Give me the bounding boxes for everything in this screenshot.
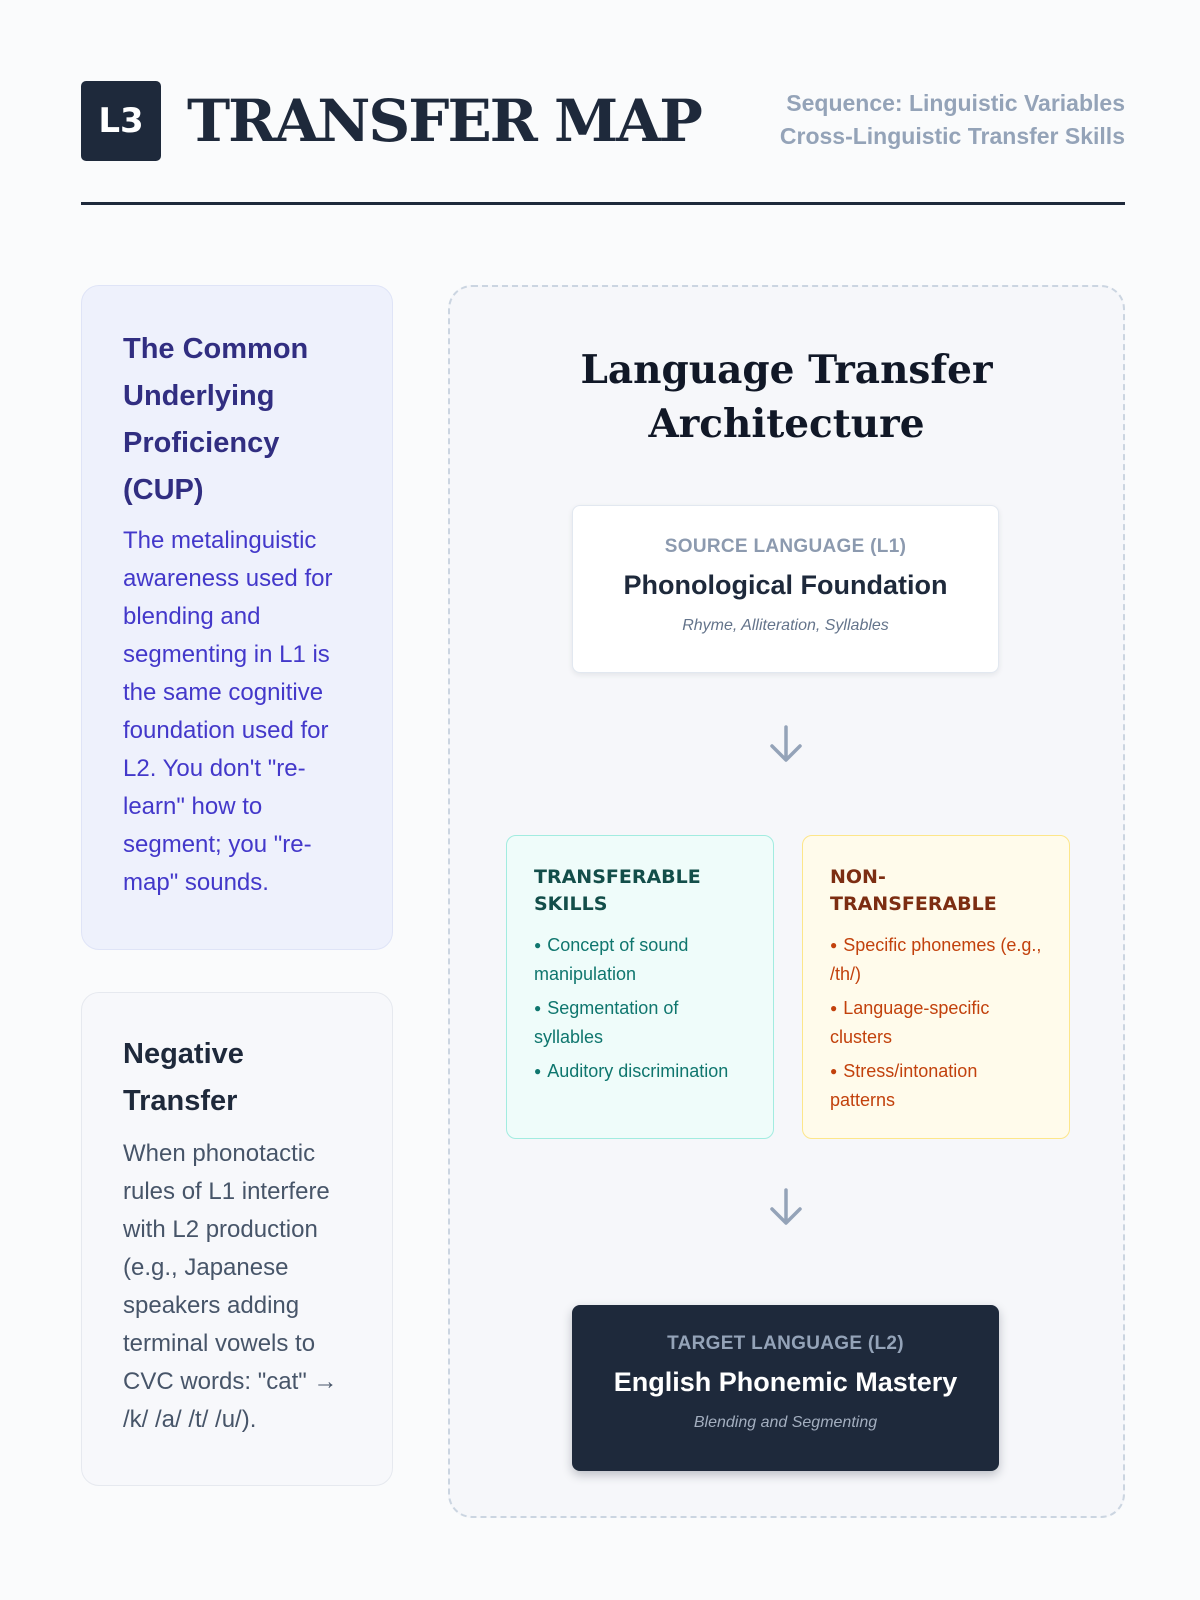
source-note: Rhyme, Alliteration, Syllables <box>682 617 889 634</box>
page-header <box>81 81 1125 205</box>
cup-title: The Common Underlying Proficiency (CUP) <box>123 333 309 506</box>
list-item: ● Specific phonemes (e.g., /th/) <box>830 935 1042 984</box>
target-heading: English Phonemic Mastery <box>613 1367 958 1397</box>
non-transferable-box <box>802 835 1070 1139</box>
source-heading: Phonological Foundation <box>623 570 948 600</box>
target-label: TARGET LANGUAGE (L2) <box>667 1333 904 1354</box>
bullet-dot-icon: ● <box>534 1064 542 1078</box>
target-language-box <box>572 1305 999 1471</box>
list-item: ● Stress/intonation patterns <box>830 1061 978 1110</box>
transferable-list <box>534 931 749 1086</box>
arrow-down-icon <box>763 1184 809 1230</box>
level-badge: L3 <box>81 81 161 161</box>
transferable-title: TRANSFERABLE SKILLS <box>534 866 701 915</box>
bullet-dot-icon: ● <box>534 938 542 952</box>
list-item: ● Concept of sound manipulation <box>534 935 689 984</box>
bullet-dot-icon: ● <box>830 1001 838 1015</box>
non-transferable-list <box>830 931 1045 1115</box>
source-label: SOURCE LANGUAGE (L1) <box>664 536 907 557</box>
arrow-down-icon <box>763 721 809 767</box>
negative-transfer-card <box>81 992 393 1486</box>
negative-transfer-title: Negative Transfer <box>123 1038 244 1117</box>
page-title: TRANSFER MAP <box>187 87 701 155</box>
target-note: Blending and Segmenting <box>693 1414 878 1431</box>
cup-description: The metalinguistic awareness used for blending and segmenting in L1 is the same cognitive foundation used for L2. You don't "re-learn" how to segment; you "re-map" sounds. <box>123 527 333 896</box>
page-subtitle <box>780 87 1125 153</box>
non-transferable-title: NON-TRANSFERABLE <box>830 866 997 915</box>
bullet-dot-icon: ● <box>830 938 838 952</box>
architecture-panel <box>448 285 1125 1518</box>
subtitle-topic: Cross-Linguistic Transfer Skills <box>779 123 1125 149</box>
architecture-title: Language Transfer Architecture <box>580 347 993 447</box>
bullet-dot-icon: ● <box>534 1001 542 1015</box>
cup-card <box>81 285 393 950</box>
list-item: ● Auditory discrimination <box>534 1061 729 1081</box>
transferable-skills-box <box>506 835 774 1139</box>
bullet-dot-icon: ● <box>830 1064 838 1078</box>
list-item: ● Language-specific clusters <box>830 998 990 1047</box>
subtitle-sequence: Sequence: Linguistic Variables <box>786 90 1125 116</box>
list-item: ● Segmentation of syllables <box>534 998 679 1047</box>
negative-transfer-description: When phonotactic rules of L1 interfere with L2 production (e.g., Japanese speakers adding terminal vowels to CVC words: "cat" → /k/ /a/ /t/ /u/). <box>123 1140 338 1433</box>
source-language-box <box>572 505 999 673</box>
